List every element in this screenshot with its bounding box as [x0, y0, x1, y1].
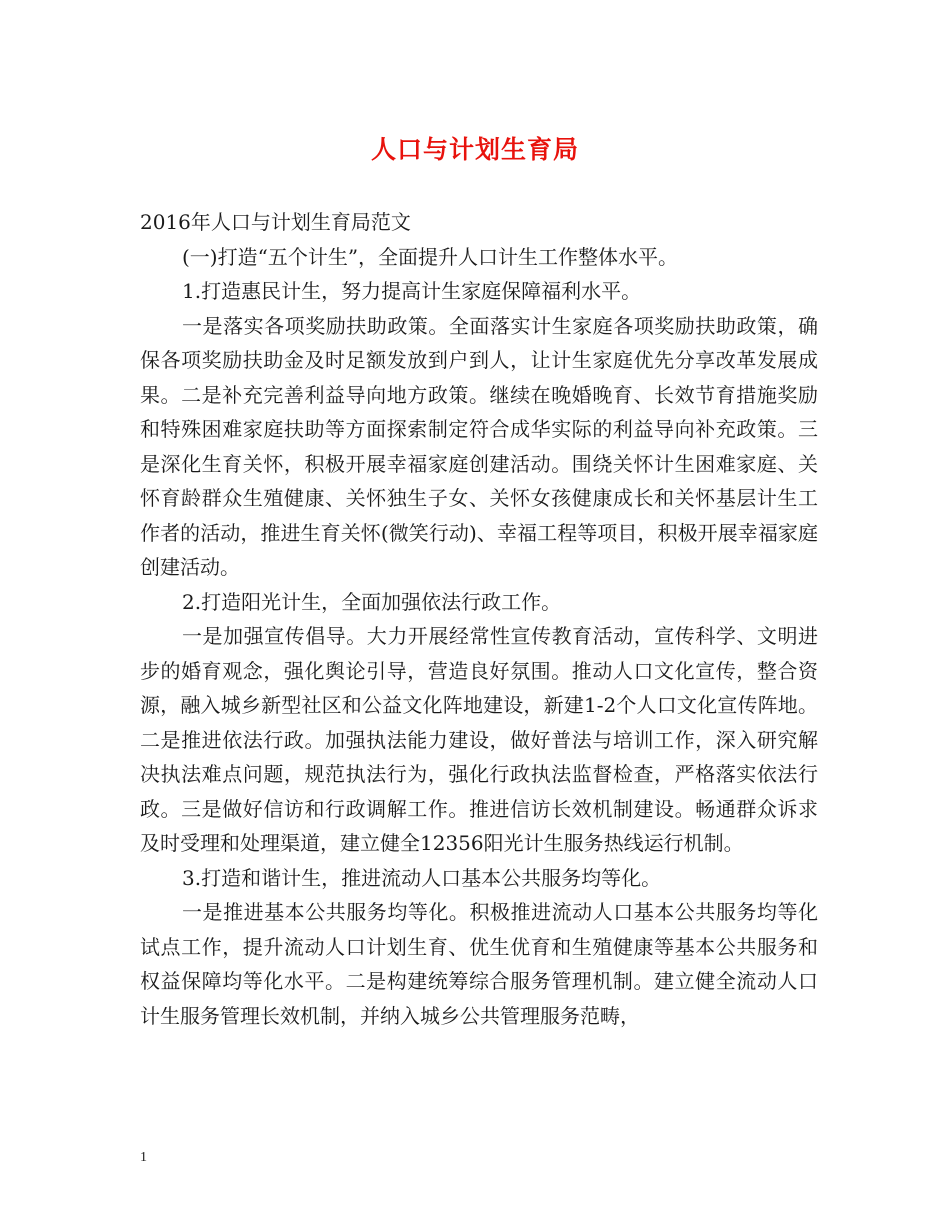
subsection-heading: 3.打造和谐计生，推进流动人口基本公共服务均等化。	[182, 865, 662, 890]
body-paragraph: 一是推进基本公共服务均等化。积极推进流动人口基本公共服务均等化试点工作，提升流动人口计划生育、优生优育和生殖健康等基本公共服务和权益保障均等化水平。二是构建统筹综合服务管理机制。建立健全流动人口计生服务管理长效机制，并纳入城乡公共管理服务范畴，	[140, 900, 818, 1028]
body-paragraph: 一是加强宣传倡导。大力开展经常性宣传教育活动，宣传科学、文明进步的婚育观念，强化舆论引导，营造良好氛围。推动人口文化宣传，整合资源，融入城乡新型社区和公益文化阵地建设，新建1-2个人口文化宣传阵地。二是推进依法行政。加强执法能力建设，做好普法与培训工作，深入研究解决执法难点问题，规范执法行为，强化行政执法监督检查，严格落实依法行政。三是做好信访和行政调解工作。推进信访长效机制建设。畅通群众诉求及时受理和处理渠道，建立健全12356阳光计生服务热线运行机制。	[140, 624, 818, 855]
document-subtitle: 2016年人口与计划生育局范文	[140, 210, 411, 234]
subsection-heading: 2.打造阳光计生，全面加强依法行政工作。	[182, 589, 562, 614]
body-paragraph: 一是落实各项奖励扶助政策。全面落实计生家庭各项奖励扶助政策，确保各项奖励扶助金及时足额发放到户到人，让计生家庭优先分享改革发展成果。二是补充完善利益导向地方政策。继续在晚婚晚育、长效节育措施奖励和特殊困难家庭扶助等方面探索制定符合成华实际的利益导向补充政策。三是深化生育关怀，积极开展幸福家庭创建活动。围绕关怀计生困难家庭、关怀育龄群众生殖健康、关怀独生子女、关怀女孩健康成长和关怀基层计生工作者的活动，推进生育关怀(微笑行动)、幸福工程等项目，积极开展幸福家庭创建活动。	[140, 313, 818, 579]
document-title: 人口与计划生育局	[370, 135, 579, 164]
section-heading: (一)打造“五个计生”，全面提升人口计生工作整体水平。	[182, 244, 679, 269]
page-number: 1	[140, 1150, 147, 1165]
subsection-heading: 1.打造惠民计生，努力提高计生家庭保障福利水平。	[182, 279, 642, 303]
document-body	[140, 205, 818, 1033]
